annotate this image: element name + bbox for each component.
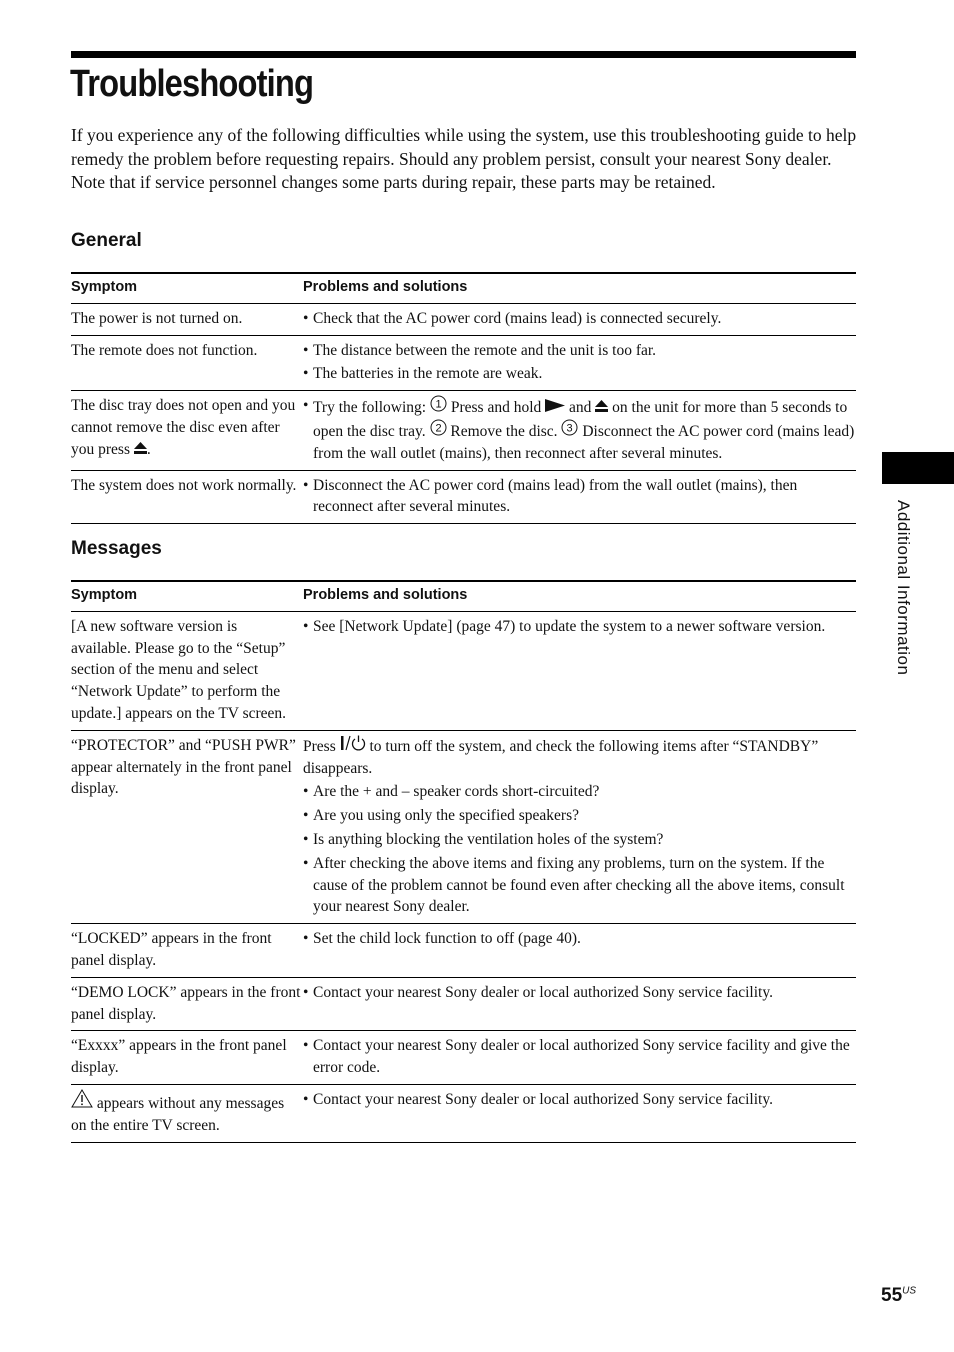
general-table (71, 272, 856, 524)
solution-item: • See [Network Update] (page 47) to update the system to a newer software version. (303, 616, 856, 638)
solution-item: • The batteries in the remote are weak. (303, 363, 856, 385)
eject-icon (134, 442, 147, 454)
symptom-cell: The remote does not function. (71, 335, 303, 391)
table-row (71, 1084, 856, 1142)
solution-cell (303, 977, 856, 1031)
table-row (71, 730, 856, 923)
solution-text: Remove the disc. (450, 422, 558, 440)
page-number-suffix: US (902, 1285, 917, 1297)
solution-cell (303, 924, 856, 978)
symptom-cell: “DEMO LOCK” appears in the front panel display. (71, 977, 303, 1031)
section-heading-general: General (71, 230, 142, 251)
solution-cell (303, 611, 856, 730)
section-side-label: Additional Information (894, 500, 913, 676)
solution-item: • Contact your nearest Sony dealer or local authorized Sony service facility and give the error code. (303, 1035, 856, 1079)
column-header-symptom: Symptom (71, 273, 303, 303)
symptom-text: appears without any messages on the entire TV screen. (71, 1094, 285, 1134)
symptom-cell: [A new software version is available. Please go to the “Setup” section of the menu and select “Network Update” to perform the update.] appears on the TV screen. (71, 611, 303, 730)
power-standby-icon (340, 735, 366, 751)
solution-item: • Contact your nearest Sony dealer or local authorized Sony service facility. (303, 1089, 856, 1111)
solution-text: Try the following: (313, 399, 427, 417)
step-3-number: 3 (566, 422, 573, 435)
solution-item: • Contact your nearest Sony dealer or local authorized Sony service facility. (303, 982, 856, 1004)
solution-cell (303, 303, 856, 335)
symptom-cell: The system does not work normally. (71, 470, 303, 524)
table-row (71, 1031, 856, 1085)
symptom-cell: “LOCKED” appears in the front panel display. (71, 924, 303, 978)
top-rule (71, 51, 856, 58)
symptom-cell: “PROTECTOR” and “PUSH PWR” appear alternately in the front panel display. (71, 730, 303, 923)
solution-item: • The distance between the remote and the unit is too far. (303, 340, 856, 362)
solution-text: on the unit for more than 5 seconds to open the disc tray. (313, 399, 848, 440)
solution-item: • After checking the above items and fixing any problems, turn on the system. If the cause of the problem cannot be found even after checking all the above items, consult your nearest Sony dealer. (303, 853, 856, 918)
solution-item: • Are you using only the specified speakers? (303, 805, 856, 827)
table-row (71, 924, 856, 978)
solution-item: • Is anything blocking the ventilation holes of the system? (303, 829, 856, 851)
table-header-row (71, 273, 856, 303)
section-tab-marker (882, 452, 954, 484)
step-1-icon (430, 395, 447, 412)
column-header-solutions: Problems and solutions (303, 273, 856, 303)
solution-cell (303, 1084, 856, 1142)
intro-note: Note that if service personnel changes some parts during repair, these parts may be retained. (71, 172, 716, 192)
solution-item: • Disconnect the AC power cord (mains lead) from the wall outlet (mains), then reconnect after several minutes. (303, 475, 856, 519)
table-header-row (71, 581, 856, 611)
messages-table (71, 580, 856, 1143)
solution-text: Disconnect the AC power cord (mains lead) from the wall outlet (mains), then reconnect after several minutes. (313, 422, 855, 462)
solution-text: Press and hold (450, 399, 542, 417)
solution-text: Press (303, 737, 336, 755)
solution-cell (303, 1031, 856, 1085)
column-header-symptom: Symptom (71, 581, 303, 611)
solution-item: • Are the + and – speaker cords short-circuited? (303, 781, 856, 803)
symptom-cell (71, 391, 303, 470)
page-number (881, 1285, 916, 1307)
symptom-cell: “Exxxx” appears in the front panel display. (71, 1031, 303, 1085)
solution-item (303, 395, 856, 464)
solution-lead (303, 735, 856, 780)
solution-cell (303, 391, 856, 470)
solution-cell (303, 335, 856, 391)
table-row (71, 977, 856, 1031)
intro-paragraph: If you experience any of the following difficulties while using the system, use this troubleshooting guide to help remedy the problem before requesting repairs. Should any problem persist, consult your nearest Sony dealer. (71, 125, 857, 169)
symptom-cell (71, 1084, 303, 1142)
eject-icon (595, 400, 608, 412)
table-row (71, 335, 856, 391)
solution-item: • Set the child lock function to off (page 40). (303, 928, 856, 950)
page-number-value: 55 (881, 1285, 903, 1306)
column-header-solutions: Problems and solutions (303, 581, 856, 611)
step-3-icon (561, 419, 578, 436)
play-icon (545, 399, 565, 412)
step-2-icon (430, 419, 447, 436)
table-row (71, 391, 856, 470)
symptom-cell: The power is not turned on. (71, 303, 303, 335)
warning-triangle-icon (71, 1089, 93, 1108)
intro-text (71, 124, 861, 195)
step-1-number: 1 (435, 398, 442, 411)
step-2-number: 2 (434, 422, 442, 435)
symptom-text: The disc tray does not open and you cannot remove the disc even after you press (71, 397, 296, 458)
table-row (71, 303, 856, 335)
solution-cell (303, 470, 856, 524)
solution-cell (303, 730, 856, 923)
solution-text: to turn off the system, and check the following items after “STANDBY” disappears. (303, 737, 819, 777)
page-title: Troubleshooting (70, 63, 314, 105)
table-row (71, 470, 856, 524)
section-heading-messages: Messages (71, 538, 162, 559)
symptom-text-end: . (146, 440, 151, 458)
table-row (71, 611, 856, 730)
solution-text: and (569, 399, 592, 417)
solution-item: • Check that the AC power cord (mains lead) is connected securely. (303, 308, 856, 330)
